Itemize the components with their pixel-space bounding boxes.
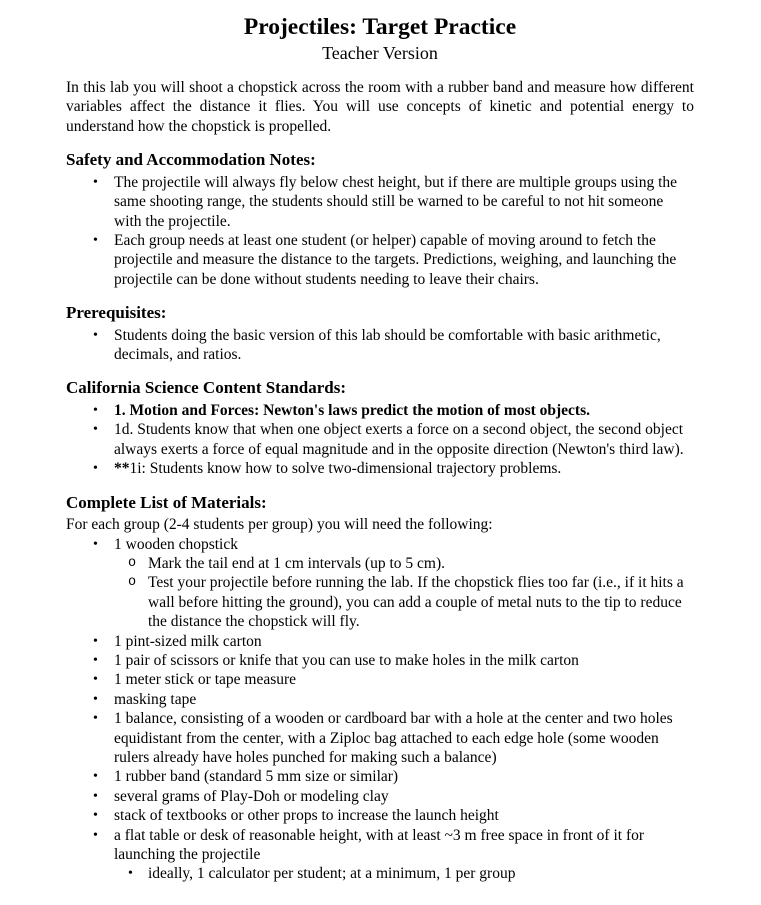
bullet-circle-icon: o xyxy=(128,555,137,571)
list-item xyxy=(66,767,694,786)
list-item-text: 1 meter stick or tape measure xyxy=(114,671,297,689)
list-item-text: masking tape xyxy=(114,690,197,708)
bullet-disc-icon: • xyxy=(93,633,98,649)
bullet-disc-icon: • xyxy=(93,402,98,418)
section-heading-safety: Safety and Accommodation Notes: xyxy=(66,150,316,170)
list-item xyxy=(66,826,694,865)
bullet-disc-icon: • xyxy=(93,461,98,477)
materials-list xyxy=(66,535,694,884)
bullet-disc-icon: • xyxy=(93,827,98,843)
list-item-text: several grams of Play-Doh or modeling clay xyxy=(114,787,389,805)
section-heading-standards: California Science Content Standards: xyxy=(66,378,347,398)
list-item xyxy=(66,690,694,709)
list-item-text: 1 pint-sized milk carton xyxy=(114,632,262,650)
list-item xyxy=(66,459,694,478)
list-item xyxy=(66,401,694,420)
list-item-text: 1 rubber band (standard 5 mm size or similar) xyxy=(114,768,399,786)
list-item-text: 1 wooden chopstick xyxy=(114,535,238,553)
materials-lead: For each group (2-4 students per group) you will need the following: xyxy=(66,516,493,534)
page-subtitle: Teacher Version xyxy=(322,43,438,63)
bullet-disc-icon: • xyxy=(93,711,98,727)
safety-list xyxy=(66,173,694,289)
page-title: Projectiles: Target Practice xyxy=(243,14,517,40)
section-heading-materials: Complete List of Materials: xyxy=(66,492,267,512)
list-item xyxy=(66,806,694,825)
list-subitem xyxy=(66,573,694,631)
list-item-text: Students doing the basic version of this lab should be comfortable with basic arithmetic, decimals, and ratios. xyxy=(114,326,661,364)
list-item-bold-prefix: ** xyxy=(114,460,130,478)
list-item-text: a flat table or desk of reasonable height, with at least ~3 m free space in front of it for launching the projectile xyxy=(114,826,645,863)
bullet-disc-icon: • xyxy=(93,327,98,343)
list-item-text: 1d. Students know that when one object exerts a force on a second object, the second object always exerts a force of equal magnitude and in the opposite direction (Newton's third law). xyxy=(114,421,684,458)
list-item-text: 1 balance, consisting of a wooden or cardboard bar with a hole at the center and two holes equidistant from the center, with a Ziploc bag attached to each edge hole (some wooden rulers already have holes punched for making such a balance) xyxy=(114,710,673,766)
list-item-text: Each group needs at least one student (or helper) capable of moving around to fetch the projectile and measure the distance to the targets. Predictions, weighing, and launching the projectile can be done without students needing to leave their chairs. xyxy=(114,231,677,288)
bullet-disc-icon: • xyxy=(128,866,133,882)
bullet-disc-icon: • xyxy=(93,652,98,668)
list-item xyxy=(66,670,694,689)
list-item-text: 1i: Students know how to solve two-dimensional trajectory problems. xyxy=(129,460,562,478)
list-item xyxy=(66,787,694,806)
bullet-disc-icon: • xyxy=(93,232,98,248)
list-item-text: The projectile will always fly below chest height, but if there are multiple groups using the same shooting range, the students should still be warned to be careful to not hit someone with the projectile. xyxy=(114,173,678,230)
list-item xyxy=(66,326,694,365)
bullet-disc-icon: • xyxy=(93,788,98,804)
bullet-disc-icon: • xyxy=(93,174,98,190)
bullet-disc-icon: • xyxy=(93,691,98,707)
list-item xyxy=(66,632,694,651)
list-item-text: 1 pair of scissors or knife that you can use to make holes in the milk carton xyxy=(114,651,579,669)
list-item-text: stack of textbooks or other props to increase the launch height xyxy=(114,807,499,825)
list-item-text: Test your projectile before running the lab. If the chopstick flies too far (i.e., if it hits a wall before hitting the ground), you can add a couple of metal nuts to the tip to reduce the distance the chopstick will fly. xyxy=(148,574,684,631)
list-item xyxy=(66,420,694,459)
bullet-disc-icon: • xyxy=(93,536,98,552)
list-item xyxy=(66,231,694,289)
bullet-disc-icon: • xyxy=(93,769,98,785)
list-subitem xyxy=(66,554,694,573)
prerequisites-list xyxy=(66,326,694,365)
bullet-circle-icon: o xyxy=(128,575,137,591)
bullet-disc-icon: • xyxy=(93,672,98,688)
list-item xyxy=(66,709,694,767)
list-item-text: Mark the tail end at 1 cm intervals (up to 5 cm). xyxy=(148,554,445,572)
list-item xyxy=(66,651,694,670)
standards-list xyxy=(66,401,694,479)
bullet-disc-icon: • xyxy=(93,808,98,824)
intro-paragraph: In this lab you will shoot a chopstick across the room with a rubber band and measure how different variables affect the distance it flies. You will use concepts of kinetic and potential energy to understand how the chopstick is propelled. xyxy=(66,79,694,135)
list-item-text: 1. Motion and Forces: Newton's laws predict the motion of most objects. xyxy=(114,401,591,419)
section-heading-prerequisites: Prerequisites: xyxy=(66,303,167,323)
list-item xyxy=(66,535,694,554)
list-item-text: ideally, 1 calculator per student; at a minimum, 1 per group xyxy=(148,865,516,883)
bullet-disc-icon: • xyxy=(93,422,98,438)
list-subitem xyxy=(66,864,694,883)
list-item xyxy=(66,173,694,231)
